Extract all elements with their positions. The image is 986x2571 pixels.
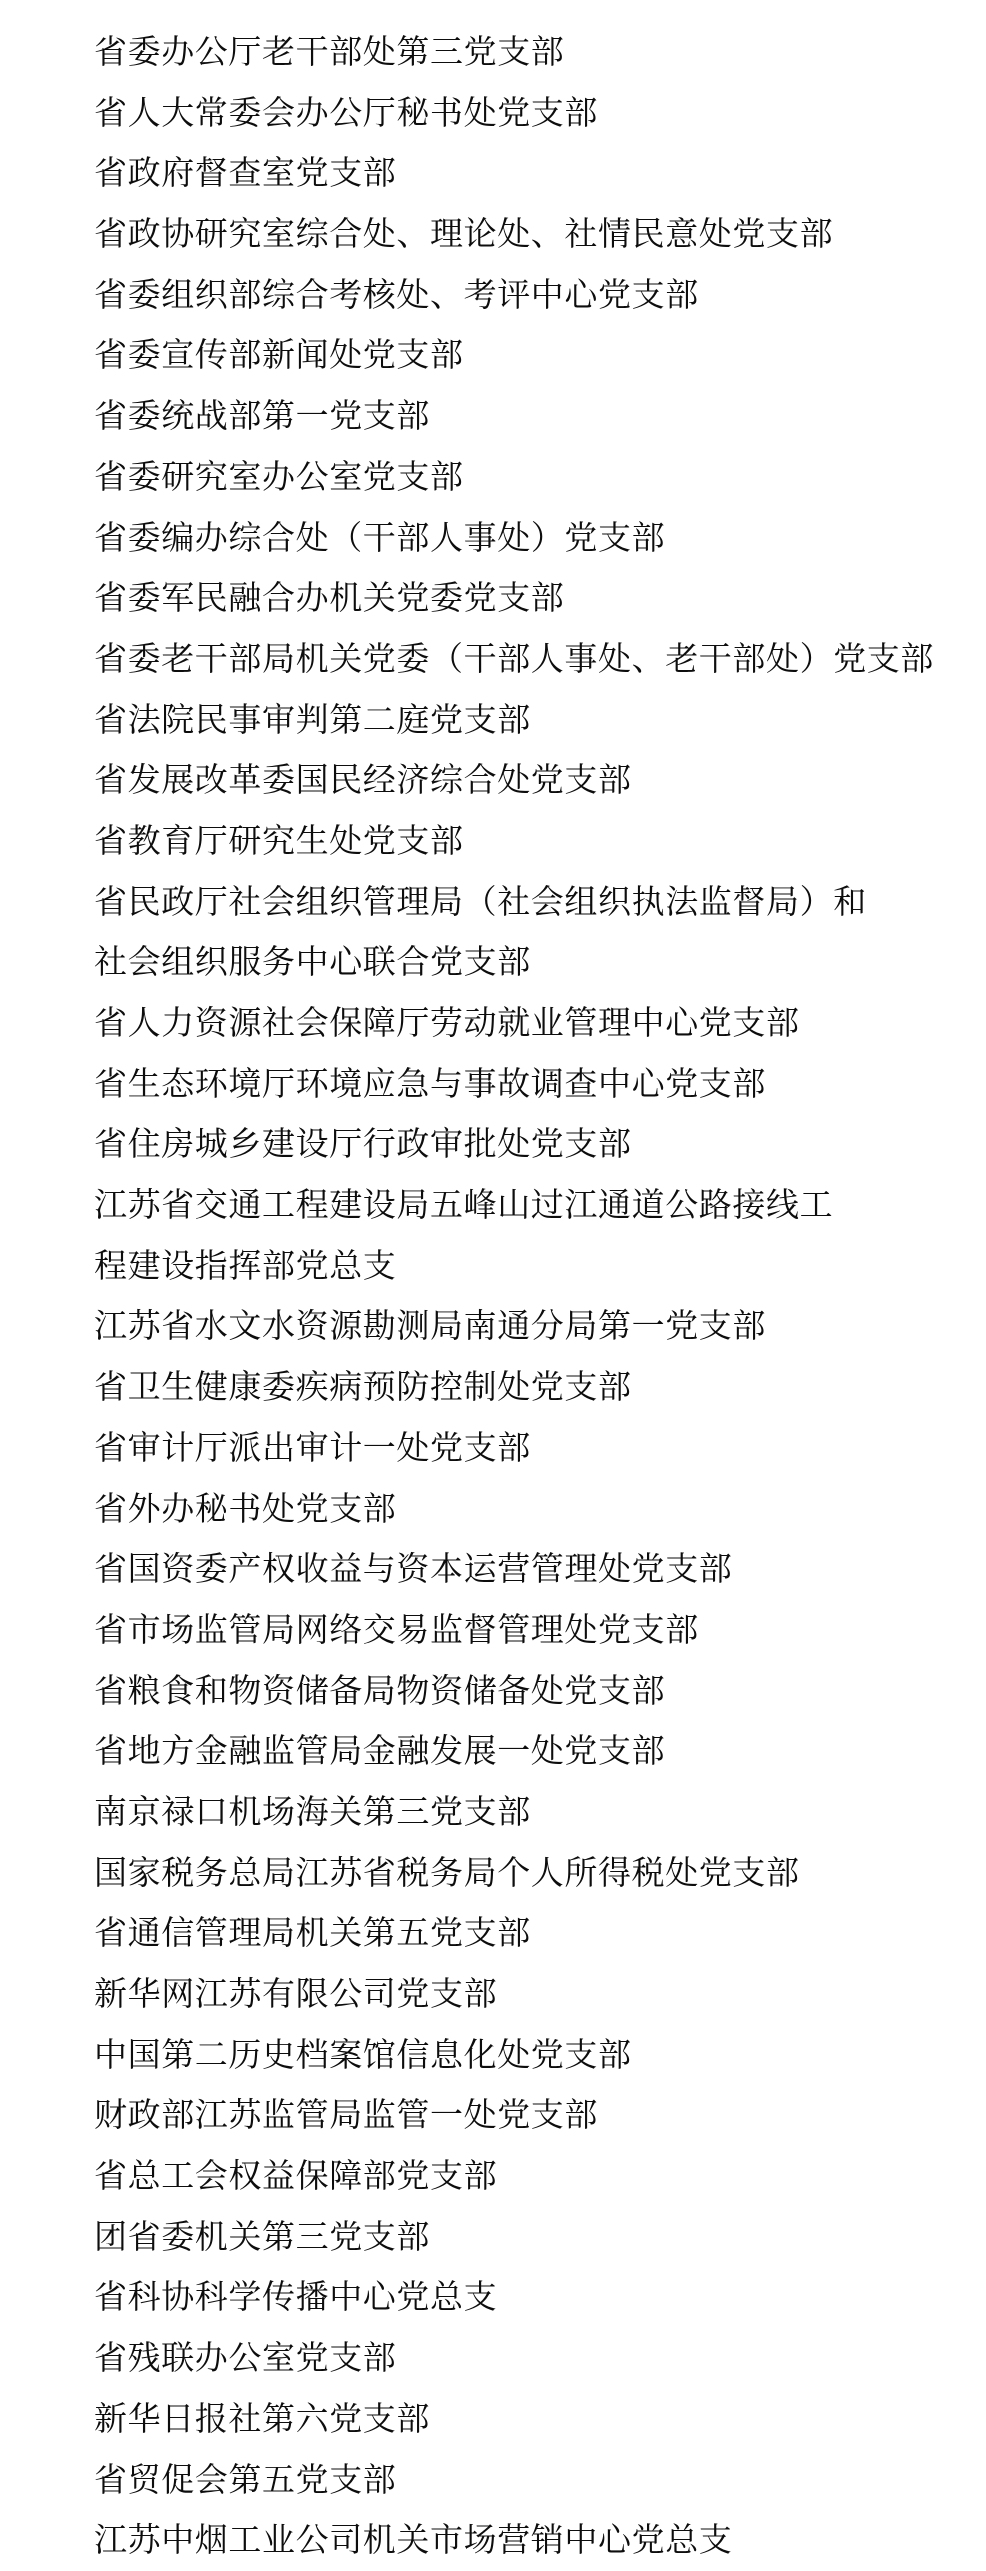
list-item: 省委组织部综合考核处、考评中心党支部 <box>94 274 699 314</box>
list-item: 省科协科学传播中心党总支 <box>94 2277 498 2317</box>
list-item: 省委军民融合办机关党委党支部 <box>94 578 565 618</box>
list-item: 省政协研究室综合处、理论处、社情民意处党支部 <box>94 214 834 254</box>
list-item: 新华日报社第六党支部 <box>94 2398 430 2438</box>
list-item: 省粮食和物资储备局物资储备处党支部 <box>94 1670 666 1710</box>
list-item: 省审计厅派出审计一处党支部 <box>94 1427 531 1467</box>
list-item: 省法院民事审判第二庭党支部 <box>94 699 531 739</box>
list-item: 省委统战部第一党支部 <box>94 396 430 436</box>
list-item-continuation: 程建设指挥部党总支 <box>94 1245 397 1285</box>
list-item: 省委老干部局机关党委（干部人事处、老干部处）党支部 <box>94 638 934 678</box>
list-item: 省贸促会第五党支部 <box>94 2459 397 2499</box>
list-item: 江苏省交通工程建设局五峰山过江通道公路接线工 <box>94 1185 834 1225</box>
list-item: 省残联办公室党支部 <box>94 2338 397 2378</box>
list-item: 省委宣传部新闻处党支部 <box>94 335 464 375</box>
list-item: 团省委机关第三党支部 <box>94 2216 430 2256</box>
list-item: 省人大常委会办公厅秘书处党支部 <box>94 92 598 132</box>
list-item: 省委编办综合处（干部人事处）党支部 <box>94 517 666 557</box>
list-item: 省政府督查室党支部 <box>94 153 397 193</box>
list-item: 省人力资源社会保障厅劳动就业管理中心党支部 <box>94 1003 800 1042</box>
list-item: 省外办秘书处党支部 <box>94 1488 397 1528</box>
list-item: 省通信管理局机关第五党支部 <box>94 1913 531 1953</box>
list-item: 省卫生健康委疾病预防控制处党支部 <box>94 1367 632 1407</box>
list-item: 省委办公厅老干部处第三党支部 <box>94 32 565 71</box>
list-item: 省总工会权益保障部党支部 <box>94 2156 498 2196</box>
list-item: 省国资委产权收益与资本运营管理处党支部 <box>94 1549 733 1589</box>
list-item: 新华网江苏有限公司党支部 <box>94 1974 498 2013</box>
list-item: 省市场监管局网络交易监督管理处党支部 <box>94 1609 699 1649</box>
list-item: 省发展改革委国民经济综合处党支部 <box>94 760 632 800</box>
list-item: 省生态环境厅环境应急与事故调查中心党支部 <box>94 1063 766 1103</box>
list-item: 江苏中烟工业公司机关市场营销中心党总支 <box>94 2520 733 2560</box>
list-item-continuation: 社会组织服务中心联合党支部 <box>94 942 531 982</box>
list-item: 南京禄口机场海关第三党支部 <box>94 1791 531 1831</box>
list-item: 财政部江苏监管局监管一处党支部 <box>94 2095 598 2135</box>
party-branch-list <box>94 22 974 2571</box>
list-item: 省住房城乡建设厅行政审批处党支部 <box>94 1124 632 1164</box>
list-item: 省民政厅社会组织管理局（社会组织执法监督局）和 <box>94 881 867 921</box>
list-item: 省委研究室办公室党支部 <box>94 456 464 496</box>
list-item: 江苏省水文水资源勘测局南通分局第一党支部 <box>94 1306 766 1346</box>
list-item: 省地方金融监管局金融发展一处党支部 <box>94 1731 666 1771</box>
list-item: 中国第二历史档案馆信息化处党支部 <box>94 2034 632 2074</box>
list-item: 省教育厅研究生处党支部 <box>94 820 464 860</box>
list-item: 国家税务总局江苏省税务局个人所得税处党支部 <box>94 1852 800 1892</box>
